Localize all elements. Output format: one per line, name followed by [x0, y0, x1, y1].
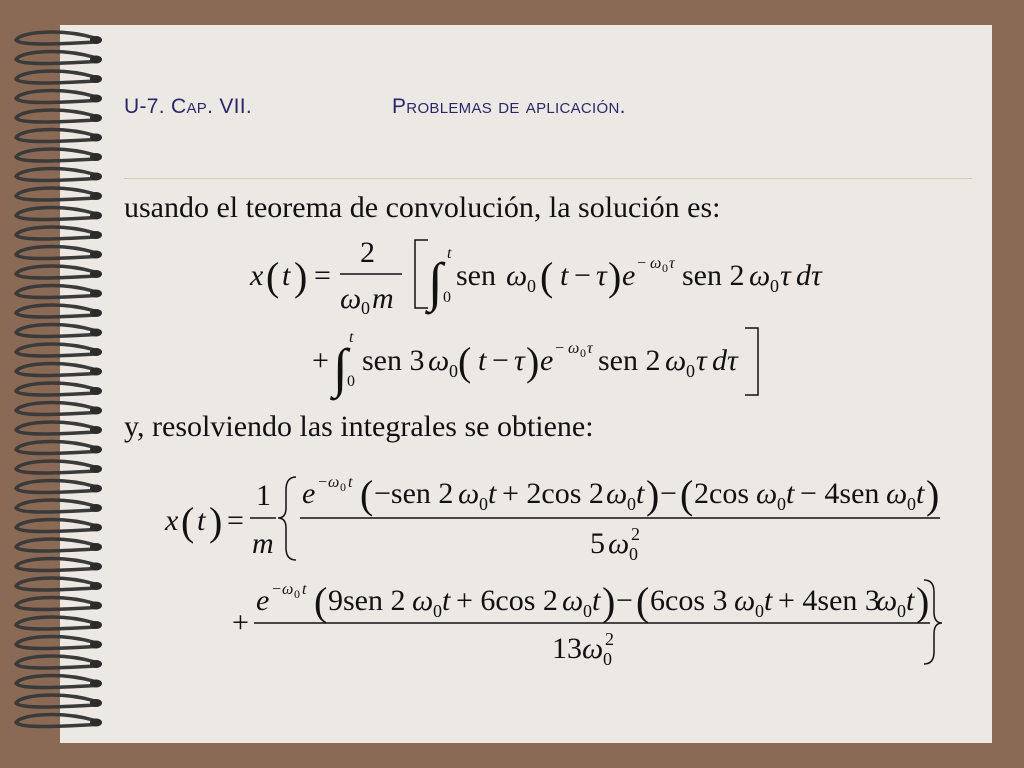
svg-text:t: t	[906, 584, 915, 617]
svg-text:ω: ω	[582, 632, 604, 665]
svg-text:e: e	[256, 584, 270, 617]
svg-text:ω: ω	[328, 474, 340, 491]
svg-text:): )	[608, 254, 622, 299]
svg-text:0: 0	[662, 261, 668, 275]
svg-text:−: −	[574, 259, 591, 292]
svg-text:=: =	[314, 259, 331, 292]
svg-text:−: −	[272, 581, 282, 598]
svg-text:dτ: dτ	[712, 344, 738, 377]
svg-text:2: 2	[360, 236, 375, 269]
svg-text:−: −	[492, 344, 509, 377]
svg-text:0: 0	[629, 544, 638, 564]
svg-text:ω: ω	[606, 477, 628, 510]
svg-text:0: 0	[449, 361, 458, 381]
svg-text:+: +	[232, 606, 249, 639]
svg-text:t: t	[786, 477, 795, 510]
result-text: y, resolviendo las integrales se obtiene:	[124, 410, 594, 443]
svg-text:+ 6cos 2: + 6cos 2	[456, 584, 558, 617]
svg-text:− 4sen: − 4sen	[800, 477, 880, 510]
svg-text:ω: ω	[756, 477, 778, 510]
svg-text:0: 0	[603, 649, 612, 669]
svg-text:): )	[294, 254, 308, 299]
svg-text:t: t	[348, 474, 353, 491]
svg-text:ω: ω	[650, 255, 662, 272]
svg-text:e: e	[622, 259, 636, 292]
svg-text:ω: ω	[412, 584, 434, 617]
svg-text:0: 0	[347, 373, 355, 390]
svg-text:−: −	[637, 255, 647, 272]
svg-text:−sen 2: −sen 2	[374, 477, 454, 510]
svg-text:t: t	[636, 477, 645, 510]
svg-text:e: e	[540, 344, 554, 377]
svg-text:t: t	[488, 477, 497, 510]
svg-text:(: (	[360, 472, 374, 517]
svg-text:t: t	[197, 504, 206, 537]
svg-text:0: 0	[777, 494, 786, 514]
svg-text:): )	[602, 579, 616, 624]
svg-text:0: 0	[897, 601, 906, 621]
page-title: Problemas de aplicación.	[392, 95, 626, 118]
svg-text:0: 0	[583, 601, 592, 621]
svg-text:sen 3: sen 3	[362, 344, 425, 377]
svg-text:6cos 3: 6cos 3	[650, 584, 728, 617]
svg-text:(: (	[266, 254, 280, 299]
svg-text:0: 0	[580, 346, 586, 360]
svg-text:dτ: dτ	[796, 259, 822, 292]
svg-text:t: t	[764, 584, 773, 617]
svg-text:t: t	[916, 477, 925, 510]
intro-text: usando el teorema de convolución, la solución es:	[124, 191, 721, 224]
svg-text:0: 0	[770, 276, 779, 296]
svg-text:x: x	[250, 259, 264, 292]
svg-text:m: m	[372, 282, 394, 315]
svg-text:0: 0	[294, 587, 300, 601]
svg-text:ω: ω	[506, 259, 528, 292]
svg-text:(: (	[314, 579, 328, 624]
svg-text:x: x	[165, 504, 179, 537]
svg-text:0: 0	[433, 601, 442, 621]
svg-text:ω: ω	[428, 344, 450, 377]
svg-text:(: (	[680, 472, 694, 517]
svg-text:−: −	[660, 477, 677, 510]
svg-text:sen 2: sen 2	[682, 259, 745, 292]
svg-text:(: (	[540, 254, 554, 299]
svg-text:ω: ω	[734, 584, 756, 617]
svg-text:(: (	[458, 339, 472, 384]
svg-text:(: (	[181, 499, 195, 544]
svg-text:13: 13	[552, 632, 582, 665]
svg-text:t: t	[592, 584, 601, 617]
svg-text:): )	[209, 499, 223, 544]
svg-text:+ 2cos 2: + 2cos 2	[502, 477, 604, 510]
svg-text:τ: τ	[514, 344, 525, 377]
svg-text:0: 0	[340, 480, 346, 494]
svg-text:): )	[526, 339, 540, 384]
svg-text:0: 0	[361, 298, 370, 318]
svg-text:−: −	[555, 340, 565, 357]
svg-text:ω: ω	[665, 344, 687, 377]
svg-text:τ: τ	[780, 259, 791, 292]
svg-text:ω: ω	[608, 527, 630, 560]
svg-text:9sen 2: 9sen 2	[328, 584, 406, 617]
svg-text:ω: ω	[876, 584, 898, 617]
svg-text:τ: τ	[669, 255, 675, 272]
svg-text:0: 0	[527, 276, 536, 296]
svg-text:τ: τ	[696, 344, 707, 377]
svg-text:(: (	[636, 579, 650, 624]
svg-text:ω: ω	[749, 259, 771, 292]
svg-text:0: 0	[755, 601, 764, 621]
svg-text:t: t	[478, 344, 487, 377]
svg-text:−: −	[616, 584, 633, 617]
svg-text:t: t	[447, 245, 452, 262]
svg-text:ω: ω	[562, 584, 584, 617]
svg-text:e: e	[302, 477, 316, 510]
svg-text:ω: ω	[886, 477, 908, 510]
svg-text:0: 0	[479, 494, 488, 514]
svg-text:ω: ω	[340, 282, 362, 315]
svg-text:τ: τ	[587, 340, 593, 357]
svg-text:ω: ω	[458, 477, 480, 510]
svg-text:∫: ∫	[333, 338, 348, 398]
svg-text:sen: sen	[456, 259, 496, 292]
svg-text:=: =	[227, 504, 244, 537]
svg-text:τ: τ	[596, 259, 607, 292]
unit-label: U-7. Cap. VII.	[124, 95, 253, 118]
svg-text:+: +	[312, 344, 329, 377]
svg-text:t: t	[442, 584, 451, 617]
svg-text:0: 0	[907, 494, 916, 514]
svg-text:): )	[646, 472, 660, 517]
svg-text:t: t	[282, 259, 291, 292]
svg-text:2: 2	[605, 629, 614, 649]
svg-text:t: t	[349, 329, 354, 346]
svg-text:2cos: 2cos	[694, 477, 749, 510]
svg-text:t: t	[560, 259, 569, 292]
svg-text:t: t	[302, 581, 307, 598]
svg-text:−: −	[318, 474, 328, 491]
svg-text:m: m	[252, 527, 274, 560]
svg-text:0: 0	[686, 361, 695, 381]
svg-text:5: 5	[590, 527, 605, 560]
svg-text:2: 2	[631, 524, 640, 544]
svg-text:): )	[916, 579, 930, 624]
svg-text:0: 0	[443, 289, 451, 306]
svg-text:+ 4sen 3: + 4sen 3	[778, 584, 880, 617]
svg-text:ω: ω	[282, 581, 294, 598]
svg-text:∫: ∫	[428, 252, 443, 312]
svg-text:): )	[926, 472, 940, 517]
svg-text:sen 2: sen 2	[598, 344, 661, 377]
svg-text:ω: ω	[568, 340, 580, 357]
svg-text:1: 1	[256, 479, 271, 512]
svg-text:0: 0	[627, 494, 636, 514]
